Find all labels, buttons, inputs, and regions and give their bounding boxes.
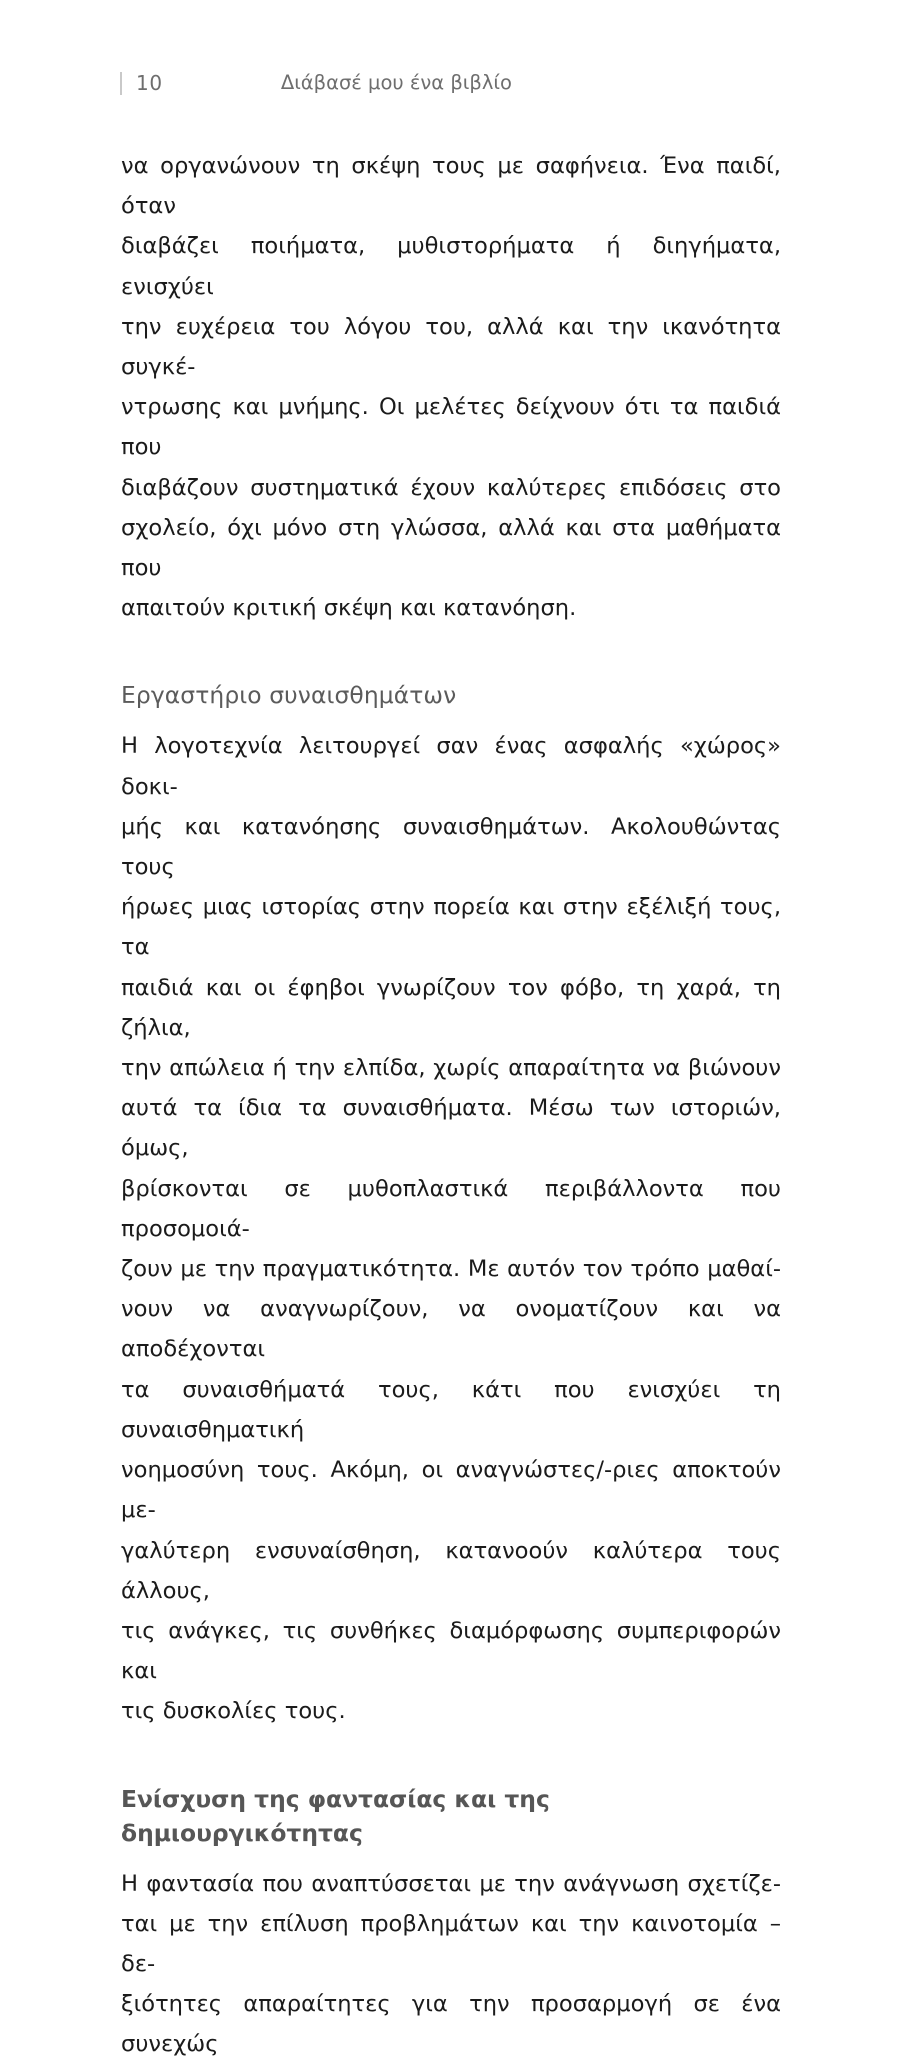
- folio-rule-icon: [120, 72, 122, 95]
- text-line: αυτά τα ίδια τα συναισθήματα. Μέσω των ιστοριών, όμως,: [121, 1095, 781, 1162]
- text-line: διαβάζουν συστηματικά έχουν καλύτερες επιδόσεις στο: [121, 474, 781, 501]
- text-line: ξιότητες απαραίτητες για την προσαρμογή σε ένα συνεχώς: [121, 1991, 781, 2058]
- text-line: την απώλεια ή την ελπίδα, χωρίς απαραίτητα να βιώνουν: [121, 1055, 781, 1082]
- running-title: Διάβασέ μου ένα βιβλίο: [280, 71, 512, 95]
- text-line: γαλύτερη ενσυναίσθηση, κατανοούν καλύτερα τους άλλους,: [121, 1537, 781, 1604]
- text-line: ήρωες μιας ιστορίας στην πορεία και στην εξέλιξή τους, τα: [121, 894, 781, 961]
- section-heading-emotions: Εργαστήριο συναισθημάτων: [121, 681, 457, 710]
- spacer: [121, 1850, 781, 1864]
- text-line: Η φαντασία που αναπτύσσεται με την ανάγνωση σχετίζε-: [121, 1870, 781, 1897]
- text-line: απαιτούν κριτική σκέψη και κατανόηση.: [121, 595, 577, 622]
- page-header: [120, 66, 780, 100]
- page-number: 10: [136, 71, 163, 95]
- spacer: [121, 628, 781, 678]
- text-line: τις δυσκολίες τους.: [121, 1698, 346, 1725]
- spacer: [121, 1732, 781, 1782]
- paragraph-2: [121, 726, 781, 1731]
- text-line: μής και κατανόησης συναισθημάτων. Ακολουθώντας τους: [121, 813, 781, 881]
- text-line: διαβάζει ποιήματα, μυθιστορήματα ή διηγήματα, ενισχύει: [121, 233, 781, 300]
- text-line: την ευχέρεια του λόγου του, αλλά και την ικανότητα συγκέ-: [121, 313, 781, 381]
- text-line: ζουν με την πραγματικότητα. Με αυτόν τον τρόπο μαθαί-: [121, 1256, 781, 1283]
- paragraph-1: [121, 146, 781, 628]
- text-line: σχολείο, όχι μόνο στη γλώσσα, αλλά και στα μαθήματα που: [121, 514, 781, 582]
- text-column: [121, 146, 781, 2065]
- text-line: νουν να αναγνωρίζουν, να ονοματίζουν και να αποδέχονται: [121, 1296, 781, 1363]
- text-line: παιδιά και οι έφηβοι γνωρίζουν τον φόβο, τη χαρά, τη ζήλια,: [121, 974, 781, 1041]
- text-line: Η λογοτεχνία λειτουργεί σαν ένας ασφαλής «χώρος» δοκι-: [121, 733, 781, 800]
- text-line: τις ανάγκες, τις συνθήκες διαμόρφωσης συμπεριφορών και: [121, 1617, 781, 1685]
- section-heading-imagination: Ενίσχυση της φαντασίας και της δημιουργικότητας: [121, 1784, 550, 1847]
- text-line: να οργανώνουν τη σκέψη τους με σαφήνεια. Ένα παιδί, όταν: [121, 153, 781, 220]
- text-line: τα συναισθήματά τους, κάτι που ενισχύει τη συναισθηματική: [121, 1376, 781, 1443]
- text-line: νοημοσύνη τους. Ακόμη, οι αναγνώστες/-ριες αποκτούν με-: [121, 1457, 781, 1524]
- text-line: ται με την επίλυση προβλημάτων και την καινοτομία – δε-: [121, 1910, 781, 1977]
- paragraph-3: [121, 1864, 781, 2065]
- text-line: βρίσκονται σε μυθοπλαστικά περιβάλλοντα που προσομοιά-: [121, 1175, 781, 1242]
- spacer: [121, 712, 781, 726]
- folio-group: [120, 72, 163, 95]
- text-line: ντρωσης και μνήμης. Οι μελέτες δείχνουν ότι τα παιδιά που: [121, 394, 781, 461]
